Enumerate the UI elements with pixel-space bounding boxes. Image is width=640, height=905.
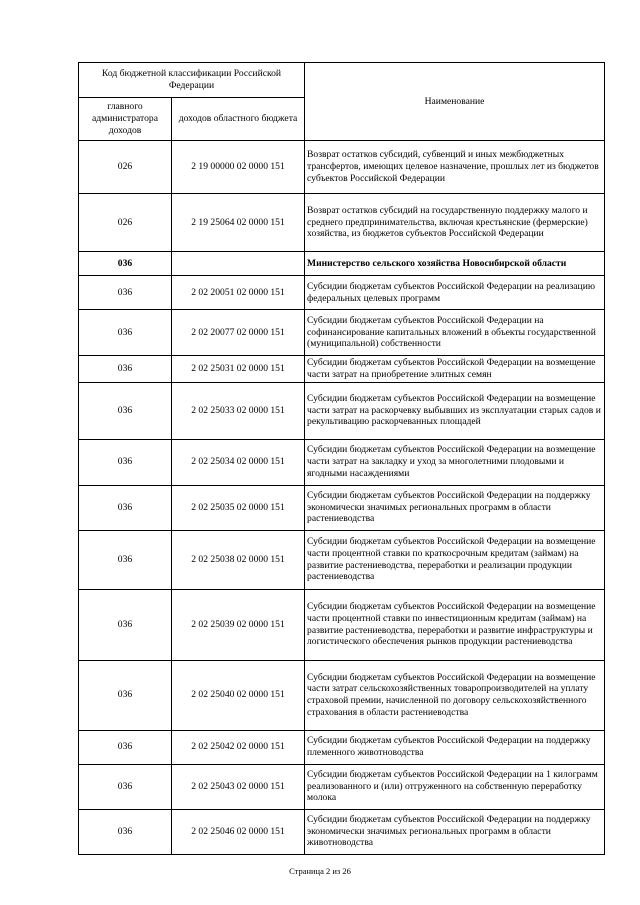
table-row — [79, 660, 605, 730]
header-admin: главного администратора доходов — [79, 98, 172, 141]
table-row — [79, 589, 605, 660]
revenue-code-cell — [172, 252, 305, 276]
name-cell: Субсидии бюджетам субъектов Российской Федерации на реализацию федеральных целевых программ — [305, 276, 605, 310]
table-row — [79, 356, 605, 383]
name-cell: Субсидии бюджетам субъектов Российской Федерации на поддержку племенного животноводства — [305, 730, 605, 764]
admin-code-cell: 036 — [79, 310, 172, 356]
header-name: Наименование — [305, 63, 605, 141]
revenue-code-cell: 2 19 00000 02 0000 151 — [172, 141, 305, 194]
name-cell: Субсидии бюджетам субъектов Российской Федерации на возмещение части затрат на закладку и уход за многолетними плодовыми и ягодными насаждениями — [305, 439, 605, 485]
admin-code-cell: 026 — [79, 141, 172, 194]
admin-code-cell: 036 — [79, 764, 172, 809]
admin-code-cell: 036 — [79, 485, 172, 530]
admin-code-cell: 026 — [79, 194, 172, 252]
name-cell: Министерство сельского хозяйства Новосибирской области — [305, 252, 605, 276]
table-row — [79, 141, 605, 194]
admin-code-cell: 036 — [79, 252, 172, 276]
name-cell: Субсидии бюджетам субъектов Российской Федерации на поддержку экономически значимых региональных программ в области растениеводства — [305, 485, 605, 530]
table-row — [79, 382, 605, 439]
table-row — [79, 310, 605, 356]
admin-code-cell: 036 — [79, 730, 172, 764]
revenue-code-cell: 2 02 25034 02 0000 151 — [172, 439, 305, 485]
revenue-code-cell: 2 02 25046 02 0000 151 — [172, 809, 305, 854]
admin-code-cell: 036 — [79, 439, 172, 485]
name-cell: Возврат остатков субсидий на государственную поддержку малого и среднего предпринимательства, включая крестьянские (фермерские) хозяйства, из бюджетов субъектов Российской Федерации — [305, 194, 605, 252]
table-header — [79, 63, 605, 141]
revenue-code-cell: 2 02 25031 02 0000 151 — [172, 356, 305, 383]
revenue-code-cell: 2 02 25042 02 0000 151 — [172, 730, 305, 764]
name-cell: Субсидии бюджетам субъектов Российской Федерации на поддержку экономически значимых региональных программ в области животноводства — [305, 809, 605, 854]
table-body — [79, 141, 605, 855]
revenue-code-cell: 2 02 25033 02 0000 151 — [172, 382, 305, 439]
revenue-code-cell: 2 02 20077 02 0000 151 — [172, 310, 305, 356]
revenue-code-cell: 2 02 25035 02 0000 151 — [172, 485, 305, 530]
revenue-code-cell: 2 02 25043 02 0000 151 — [172, 764, 305, 809]
admin-code-cell: 036 — [79, 660, 172, 730]
table-row — [79, 439, 605, 485]
name-cell: Субсидии бюджетам субъектов Российской Федерации на возмещение части затрат сельскохозяйственных товаропроизводителей на уплату страховой премии, начисленной по договору сельскохозяйственного страхования в области растениеводства — [305, 660, 605, 730]
table-row — [79, 194, 605, 252]
header-budget-code-group: Код бюджетной классификации Российской Федерации — [79, 63, 305, 98]
name-cell: Возврат остатков субсидий, субвенций и иных межбюджетных трансфертов, имеющих целевое назначение, прошлых лет из бюджетов субъектов Российской Федерации — [305, 141, 605, 194]
admin-code-cell: 036 — [79, 276, 172, 310]
name-cell: Субсидии бюджетам субъектов Российской Федерации на возмещение части процентной ставки по инвестиционным кредитам (займам) на развитие растениеводства, переработки и развитие инфраструктуры и логистического обеспечения рынков продукции растениеводства — [305, 589, 605, 660]
admin-code-cell: 036 — [79, 809, 172, 854]
revenue-code-cell: 2 02 25039 02 0000 151 — [172, 589, 305, 660]
table-row — [79, 809, 605, 854]
admin-code-cell: 036 — [79, 356, 172, 383]
name-cell: Субсидии бюджетам субъектов Российской Федерации на возмещение части процентной ставки по краткосрочным кредитам (займам) на развитие растениеводства, переработки и реализации продукции растениеводства — [305, 530, 605, 589]
name-cell: Субсидии бюджетам субъектов Российской Федерации на софинансирование капитальных вложений в объекты государственной (муниципальной) собственности — [305, 310, 605, 356]
header-revenue-code: доходов областного бюджета — [172, 98, 305, 141]
table-row — [79, 730, 605, 764]
table-row — [79, 764, 605, 809]
name-cell: Субсидии бюджетам субъектов Российской Федерации на возмещение части затрат на приобретение элитных семян — [305, 356, 605, 383]
name-cell: Субсидии бюджетам субъектов Российской Федерации на возмещение части затрат на раскорчевку выбывших из эксплуатации старых садов и рекультивацию раскорчеванных площадей — [305, 382, 605, 439]
table-row — [79, 252, 605, 276]
admin-code-cell: 036 — [79, 530, 172, 589]
table-row — [79, 530, 605, 589]
revenue-code-cell: 2 02 20051 02 0000 151 — [172, 276, 305, 310]
admin-code-cell: 036 — [79, 589, 172, 660]
table-row — [79, 276, 605, 310]
page-number: Страница 2 из 26 — [289, 866, 351, 876]
revenue-code-cell: 2 02 25040 02 0000 151 — [172, 660, 305, 730]
revenue-code-cell: 2 19 25064 02 0000 151 — [172, 194, 305, 252]
name-cell: Субсидии бюджетам субъектов Российской Федерации на 1 килограмм реализованного и (или) отгруженного на собственную переработку молока — [305, 764, 605, 809]
budget-classification-table — [78, 62, 605, 855]
revenue-code-cell: 2 02 25038 02 0000 151 — [172, 530, 305, 589]
admin-code-cell: 036 — [79, 382, 172, 439]
table-row — [79, 485, 605, 530]
